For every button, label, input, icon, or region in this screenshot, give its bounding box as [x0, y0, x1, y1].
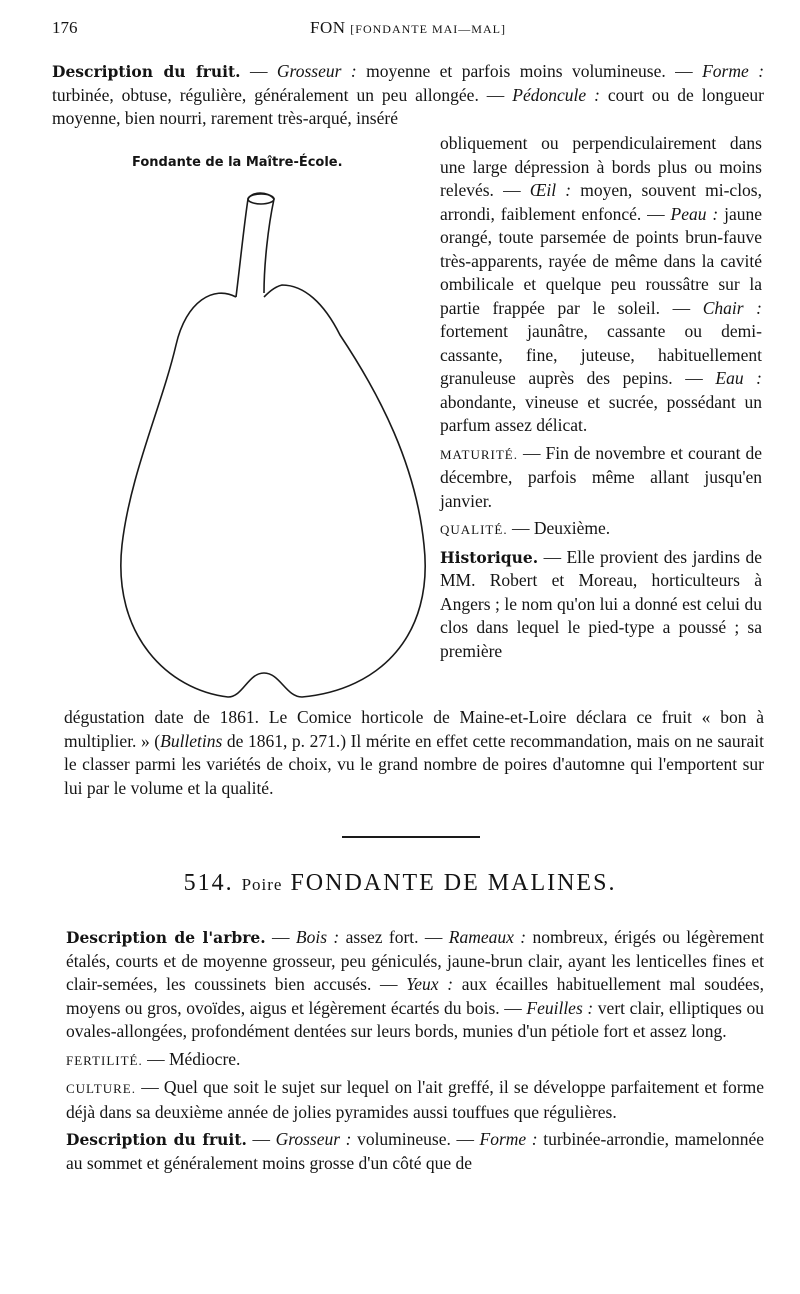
eau-label: Eau : [715, 368, 762, 388]
figure-caption: Fondante de la Maître-École. [132, 155, 343, 170]
running-title-bracket: [FONDANTE MAI—MAL] [350, 22, 506, 36]
pedoncule-label: Pédoncule : [512, 84, 600, 105]
grosseur-text: moyenne et parfois moins volumineuse. [356, 61, 666, 81]
oeil-label: Œil : [529, 180, 572, 200]
qualite-text: — Deuxième. [507, 518, 611, 538]
culture-text: — Quel que soit le sujet sur lequel on l'ait greffé, il se développe parfaitement et forme déjà dans sa deuxième année de jolies pyramides aussi touffues que régulières. [66, 1077, 764, 1122]
pedoncule-text: court ou de longueur moyenne, bien nourri, rarement très-arqué, inséré [52, 84, 764, 128]
description-column [440, 132, 762, 663]
bois-label: Bois : [295, 927, 340, 947]
qualite-label: QUALITÉ. [440, 522, 508, 537]
pear-stalk-end [248, 194, 274, 204]
section-title [0, 870, 800, 897]
peau-label: Peau : [670, 203, 719, 224]
forme-text-2: turbinée-arrondie, mamelonnée au sommet et généralement moins grosse d'un côté que de [66, 1129, 765, 1173]
yeux-label: Yeux : [406, 974, 454, 994]
historique-continuation [64, 706, 764, 800]
pear-illustration [118, 185, 438, 705]
tail-text-2: de 1861, p. 271.) Il mérite en effet cette recommandation, mais on ne saurait le classer parmi les variétés de choix, vu le grand nombre de poires d'automne qui l'emportent sur lui par le volume et la qualité. [64, 730, 764, 798]
historique-text: — Elle provient des jardins de MM. Robert et Moreau, horticulteurs à Angers ; le nom qu'on lui a donné est celui du clos dans lequel le pied-type a poussé ; sa première [440, 546, 762, 661]
running-title [52, 18, 764, 38]
insertion-text: obliquement ou perpendiculairement dans une large dépression à bords plus ou moins relevés. — [440, 133, 762, 200]
fruit-description-paragraph [52, 60, 764, 131]
page-number: 176 [52, 18, 78, 37]
rameaux-label: Rameaux : [448, 927, 527, 947]
forme-text: turbinée, obtuse, régulière, généralement un peu allongée. — [52, 84, 513, 105]
section-number: 514. [183, 870, 234, 896]
section-poire: Poire [241, 875, 283, 894]
culture-label: CULTURE. [66, 1081, 136, 1096]
chair-text: fortement jaunâtre, cassante ou demi-cassante, fine, juteuse, habituellement granuleuse auprès des pepins. — [440, 321, 762, 388]
fruit-description-heading: Description du fruit. [52, 62, 241, 81]
pear-outline [121, 285, 425, 697]
feuilles-text: vert clair, elliptiques ou ovales-allongées, profondément dentées sur leurs bords, munies d'un pétiole fort et assez long. [66, 997, 765, 1041]
dash: — [240, 61, 277, 81]
section-divider [342, 836, 480, 838]
eau-text: abondante, vineuse et sucrée, possédant un parfum assez délicat. [440, 391, 762, 435]
page-header [52, 18, 764, 44]
fruit-description-heading-2: Description du fruit. [66, 1130, 247, 1149]
yeux-text: aux écailles habituellement mal soudées, moyens ou gros, ovoïdes, aigus et légèrement écartés du bois. — [66, 974, 764, 1018]
tail-text-1: dégustation date de 1861. Le Comice horticole de Maine-et-Loire déclara ce fruit « bon à multiplier. » ( [64, 707, 764, 751]
grosseur-label-2: Grosseur : [275, 1129, 352, 1149]
maturite-text: — Fin de novembre et courant de décembre, parfois même allant jusqu'en janvier. [440, 442, 762, 511]
peau-text: jaune orangé, toute parsemée de points brun-fauve très-apparents, rayée de même dans la cavité ombilicale et quelque peu roussâtre sur la partie frappée par le soleil. — [440, 203, 762, 318]
running-title-main: FON [310, 18, 346, 37]
grosseur-label: Grosseur : [276, 61, 357, 81]
historique-label: Historique. [440, 547, 539, 567]
dash: — [665, 61, 703, 81]
fertilite-label: FERTILITÉ. [66, 1052, 143, 1068]
maturite-label: MATURITÉ. [440, 446, 518, 462]
feuilles-label: Feuilles : [526, 997, 594, 1018]
forme-label-2: Forme : [479, 1129, 538, 1149]
rameaux-text: nombreux, érigés ou légèrement étalés, courts et de moyenne grosseur, peu géniculés, jaune-brun clair, ayant les lenticelles fines et clair-semées, les coussinets bien accusés. — [66, 927, 764, 994]
bois-text: assez fort. — [339, 927, 449, 947]
chair-label: Chair : [702, 297, 762, 318]
section-name: FONDANTE DE MALINES. [290, 870, 617, 896]
tree-description-heading: Description de l'arbre. [66, 928, 266, 947]
bulletins-title: Bulletins [160, 730, 223, 751]
fertilite-text: — Médiocre. [142, 1048, 241, 1069]
grosseur-text-2: volumineuse. — [351, 1129, 480, 1149]
pear-stalk [236, 193, 274, 297]
section-514-body: Description de l'arbre. — Bois : assez fort. — Rameaux : nombreux, érigés ou légèrement étalés, courts et de moyenne grosseur, peu géniculés, jaune-brun clair, ayant les lenticelles fines et clair-semées, les coussinets bien accusés. — Yeux : aux écailles habituellement mal soudées, moyens ou gros, ovoïdes, aigus et légèrement écartés du bois. — Feuilles : vert clair, elliptiques ou ovales-allongées, profondément dentées sur leurs bords, munies d'un pétiole fort et assez long. FERTILITÉ. — Médiocre. CULTURE. — Quel que soit le sujet sur lequel on l'ait greffé, il se développe parfaitement et forme déjà dans sa deuxième année de jolies pyramides aussi touffues que régulières. Description du fruit. — Grosseur : volumineuse. — Forme : turbinée-arrondie, mamelonnée au sommet et généralement moins grosse d'un côté que de [66, 927, 765, 1173]
oeil-text: moyen, souvent mi-clos, arrondi, faiblement enfoncé. — [440, 180, 762, 224]
forme-label: Forme : [702, 61, 765, 81]
